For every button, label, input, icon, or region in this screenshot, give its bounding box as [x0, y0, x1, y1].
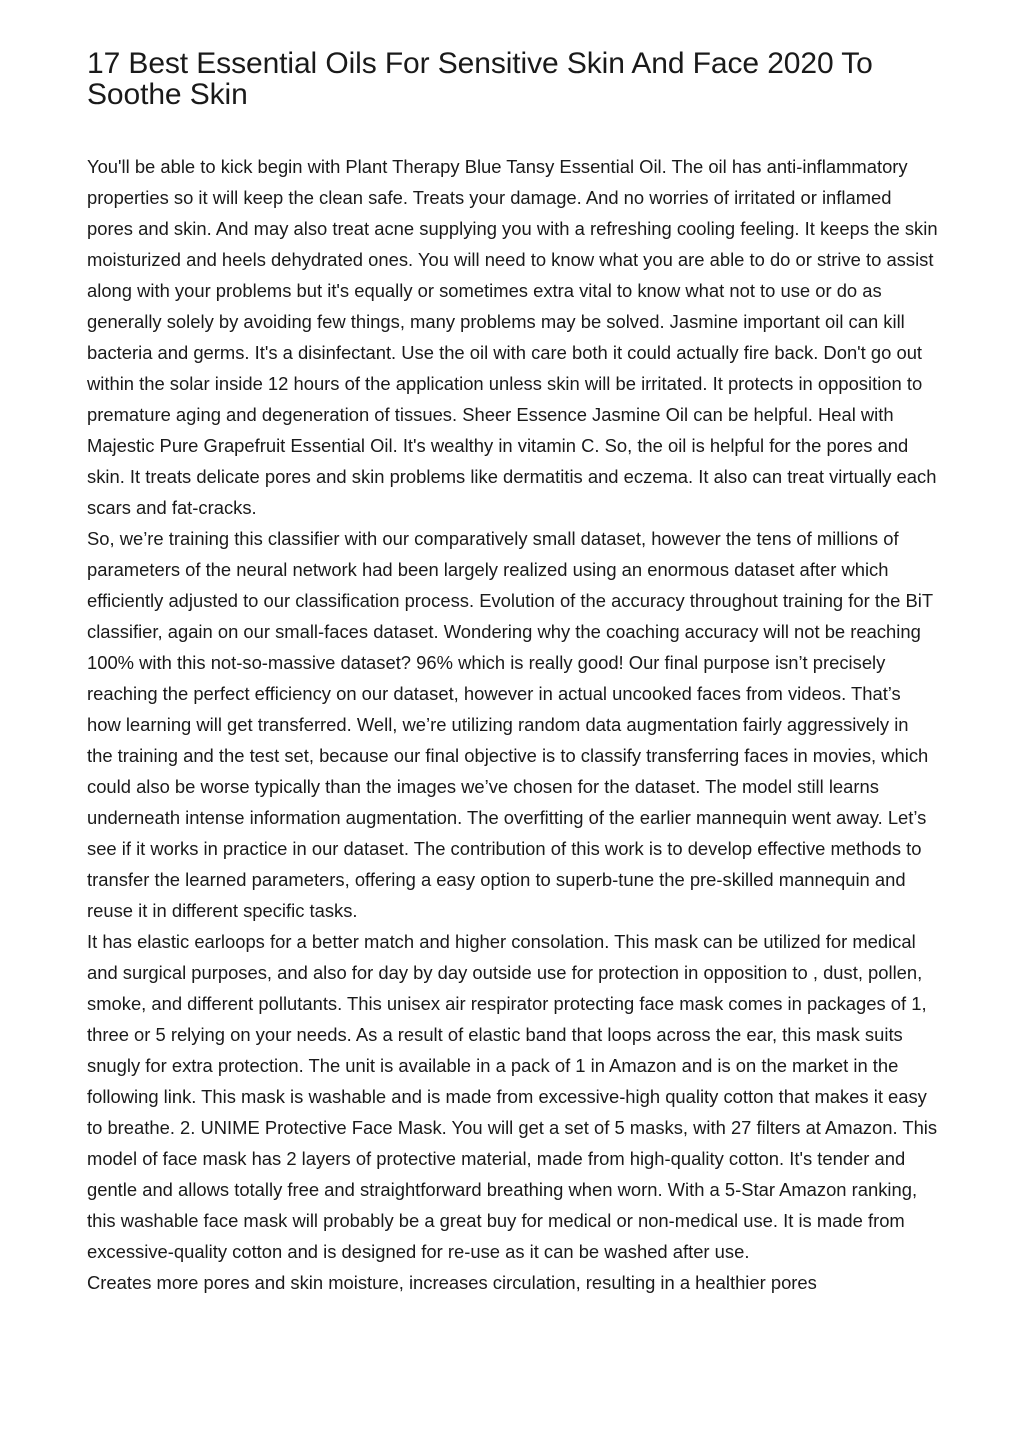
document-title: 17 Best Essential Oils For Sensitive Skin And Face 2020 To Soothe Skin [87, 47, 873, 111]
paragraph: You'll be able to kick begin with Plant Therapy Blue Tansy Essential Oil. The oil has anti-inflammatory properties so it will keep the clean safe. Treats your damage. And no worries of irritated or inflamed pores and skin. And may also treat acne supplying you with a refreshing cooling feeling. It keeps the skin moisturized and heels dehydrated ones. You will need to know what you are able to do or strive to assist along with your problems but it's equally or sometimes extra vital to know what not to use or do as generally solely by avoiding few things, many problems may be solved. Jasmine important oil can kill bacteria and germs. It's a disinfectant. Use the oil with care both it could actually fire back. Don't go out within the solar inside 12 hours of the application unless skin will be irritated. It protects in opposition to premature aging and degeneration of tissues. Sheer Essence Jasmine Oil can be helpful. Heal with Majestic Pure Grapefruit Essential Oil. It's wealthy in vitamin C. So, the oil is helpful for the pores and skin. It treats delicate pores and skin problems like dermatitis and eczema. It also can treat virtually each scars and fat-cracks. [87, 156, 938, 518]
paragraph: Creates more pores and skin moisture, increases circulation, resulting in a healthier pores [87, 1272, 817, 1293]
paragraph: So, we’re training this classifier with our comparatively small dataset, however the tens of millions of parameters of the neural network had been largely realized using an enormous dataset after which efficiently adjusted to our classification process. Evolution of the accuracy throughout training for the BiT classifier, again on our small-faces dataset. Wondering why the coaching accuracy will not be reaching 100% with this not-so-massive dataset? 96% which is really good! Our final purpose isn’t precisely reaching the perfect efficiency on our dataset, however in actual uncooked faces from videos. That’s how learning will get transferred. Well, we’re utilizing random data augmentation fairly aggressively in the training and the test set, because our final objective is to classify transferring faces in movies, which could also be worse typically than the images we’ve chosen for the dataset. The model still learns underneath intense information augmentation. The overfitting of the earlier mannequin went away. Let’s see if it works in practice in our dataset. The contribution of this work is to develop effective methods to transfer the learned parameters, offering a easy option to superb-tune the pre-skilled mannequin and reuse it in different specific tasks. [87, 528, 933, 921]
document-page [87, 48, 939, 1298]
document-body [87, 151, 939, 1298]
paragraph: It has elastic earloops for a better match and higher consolation. This mask can be utilized for medical and surgical purposes, and also for day by day outside use for protection in opposition to , dust, pollen, smoke, and different pollutants. This unisex air respirator protecting face mask comes in packages of 1, three or 5 relying on your needs. As a result of elastic band that loops across the ear, this mask suits snugly for extra protection. The unit is available in a pack of 1 in Amazon and is on the market in the following link. This mask is washable and is made from excessive-high quality cotton that makes it easy to breathe. 2. UNIME Protective Face Mask. You will get a set of 5 masks, with 27 filters at Amazon. This model of face mask has 2 layers of protective material, made from high-quality cotton. It's tender and gentle and allows totally free and straightforward breathing when worn. With a 5-Star Amazon ranking, this washable face mask will probably be a great buy for medical or non-medical use. It is made from excessive-quality cotton and is designed for re-use as it can be washed after use. [87, 931, 938, 1262]
